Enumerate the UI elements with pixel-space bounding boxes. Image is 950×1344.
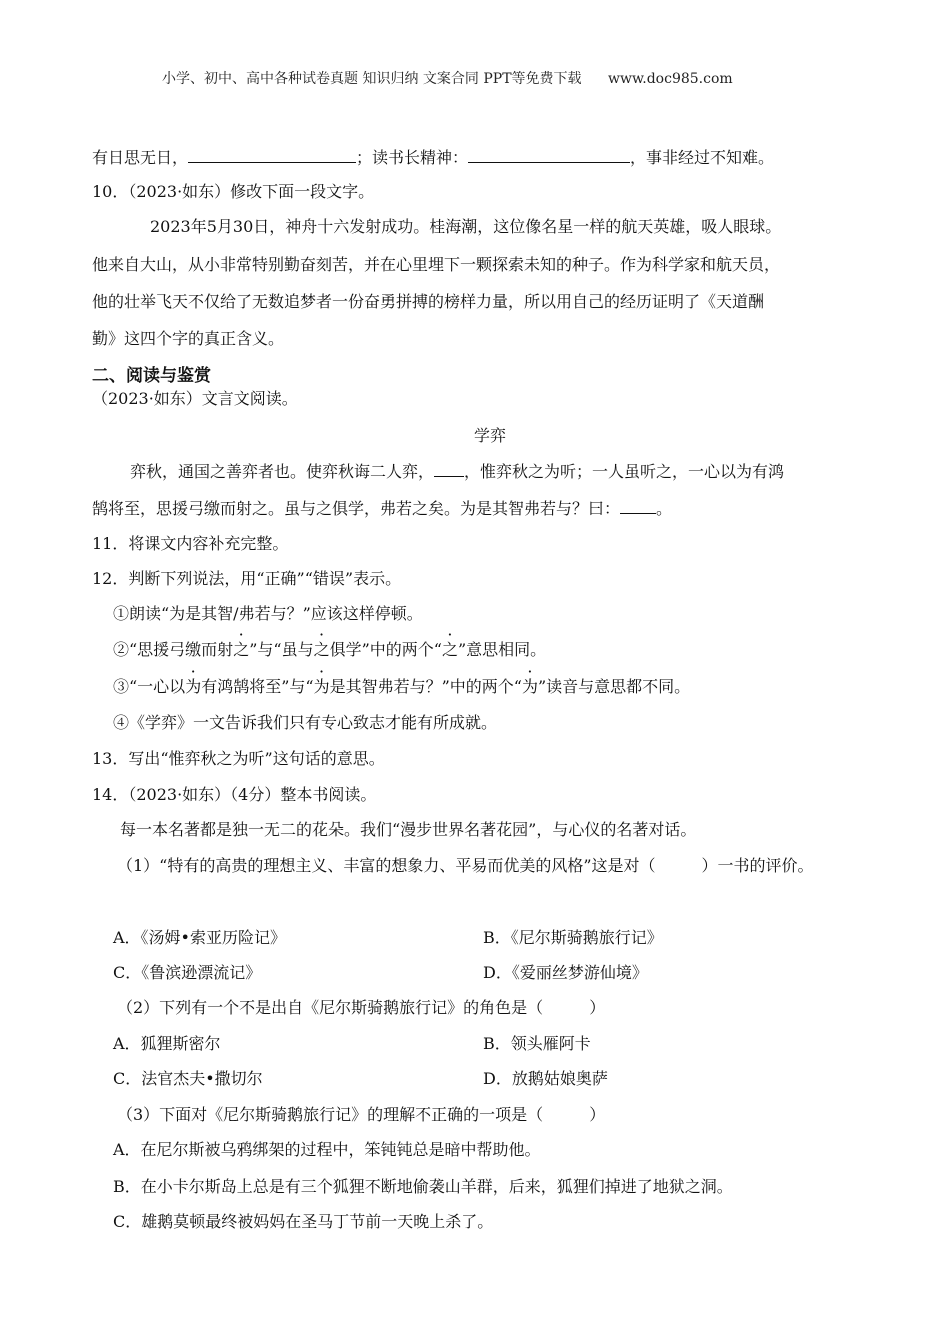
- q12-i3c: 有鸿鹄将至”与“: [201, 677, 314, 696]
- q12-i3a: ③“一心以: [113, 677, 186, 696]
- proverb-b: ；读书长精神：: [356, 148, 469, 167]
- q14-s3b: ）: [589, 1105, 606, 1124]
- q14-opt-1B[interactable]: B．《尼尔斯骑鹅旅行记》: [483, 928, 663, 947]
- header-text: 小学、初中、高中各种试卷真题 知识归纳 文案合同 PPT等免费下载: [162, 71, 582, 87]
- q12-title: 12．判断下列说法，用“正确”“错误”表示。: [92, 569, 402, 588]
- proverb-line: [92, 146, 774, 169]
- passage-line-2: [92, 497, 672, 520]
- dotted-char: 为: [521, 677, 538, 696]
- section-title: 二、阅读与鉴赏: [92, 366, 211, 386]
- q14-opt-2C[interactable]: C．法官杰夫•撒切尔: [113, 1069, 263, 1088]
- q12-i3e: 是其智弗若与？”中的两个“: [329, 677, 522, 696]
- blank-1[interactable]: [188, 146, 356, 163]
- header-url[interactable]: www.doc985.com: [607, 71, 733, 87]
- q12-item-1: ①朗读“为是其智/弗若与？”应该这样停顿。: [113, 604, 423, 623]
- page-header: [162, 68, 733, 90]
- proverb-a: 有日思无日，: [92, 148, 189, 167]
- passage-s1b: ，惟弈秋之为听；一人虽听之，一心以为有鸿: [464, 462, 785, 481]
- q12-i2g: ”意思相同。: [457, 640, 547, 659]
- dotted-char: 之: [441, 640, 458, 659]
- q14-s2b: ）: [589, 998, 606, 1017]
- q12-i2e: 俱学”中的两个“: [329, 640, 442, 659]
- q12-item-4: ④《学弈》一文告诉我们只有专心致志才能有所成就。: [113, 713, 498, 732]
- q14-opt-2B[interactable]: B．领头雁阿卡: [483, 1034, 591, 1053]
- q14-opt-2A[interactable]: A．狐狸斯密尔: [113, 1034, 221, 1053]
- q13: 13．写出“惟弈秋之为听”这句话的意思。: [92, 749, 385, 768]
- q14-opt-3B[interactable]: B．在小卡尔斯岛上总是有三个狐狸不断地偷袭山羊群，后来，狐狸们掉进了地狱之洞。: [113, 1177, 733, 1196]
- q10-para-1: 2023年5月30日，神舟十六发射成功。桂海潮，这位像名星一样的航天英雄，吸人眼球。: [150, 217, 782, 236]
- passage-s2a: 鹄将至，思援弓缴而射之。虽与之俱学，弗若之矣。为是其智弗若与？曰：: [92, 499, 621, 518]
- q14-opt-1D[interactable]: D．《爱丽丝梦游仙境》: [483, 963, 648, 982]
- q14-sub-2: [117, 997, 605, 1019]
- section-intro: （2023·如东）文言文阅读。: [92, 389, 298, 408]
- q14-s3a: （3）下面对《尼尔斯骑鹅旅行记》的理解不正确的一项是（: [117, 1105, 544, 1124]
- passage-s1a: 弈秋，通国之善弈者也。使弈秋诲二人弈，: [130, 462, 435, 481]
- q10-para-3: 他的壮举飞天不仅给了无数追梦者一份奋勇拼搏的榜样力量，所以用自己的经历证明了《天道酬: [92, 292, 765, 311]
- q14-opt-3C[interactable]: C．雄鹅莫顿最终被妈妈在圣马丁节前一天晚上杀了。: [113, 1212, 494, 1231]
- q12-i3g: ”读音与意思都不同。: [537, 677, 691, 696]
- q12-item-3: [113, 676, 690, 698]
- q14-opt-2D[interactable]: D．放鹅姑娘奥萨: [483, 1069, 608, 1088]
- q12-i2c: ”与“虽与: [249, 640, 314, 659]
- passage-line-1: [130, 460, 784, 483]
- q10-para-2: 他来自大山，从小非常特别勤奋刻苦，并在心里埋下一颗探索未知的种子。作为科学家和航天员，: [92, 255, 781, 274]
- q14-sub-1: [117, 855, 814, 877]
- q14-title: 14．（2023·如东）（4分）整本书阅读。: [92, 785, 377, 804]
- q14-opt-3A[interactable]: A．在尼尔斯被乌鸦绑架的过程中，笨钝钝总是暗中帮助他。: [113, 1140, 541, 1159]
- q14-s2a: （2）下列有一个不是出自《尼尔斯骑鹅旅行记》的角色是（: [117, 998, 544, 1017]
- q12-i2a: ②“思援弓缴而射: [113, 640, 234, 659]
- passage-title: 学弈: [474, 426, 507, 445]
- q14-s1a: （1）“特有的高贵的理想主义、丰富的想象力、平易而优美的风格”这是对（: [117, 856, 656, 875]
- q11: 11．将课文内容补充完整。: [92, 534, 289, 553]
- dotted-char: 为: [185, 677, 202, 696]
- proverb-c: ，事非经过不知难。: [630, 148, 775, 167]
- q14-opt-1C[interactable]: C．《鲁滨逊漂流记》: [113, 963, 262, 982]
- q14-s1b: ）一书的评价。: [701, 856, 814, 875]
- q10-title: 10．（2023·如东）修改下面一段文字。: [92, 182, 375, 201]
- q10-para-4: 勤》这四个字的真正含义。: [92, 329, 285, 348]
- passage-s2b: 。: [656, 499, 673, 518]
- q12-item-2: [113, 639, 546, 661]
- q14-sub-3: [117, 1104, 605, 1126]
- dotted-char: 之: [313, 640, 330, 659]
- dotted-char: 为: [313, 677, 330, 696]
- blank-2[interactable]: [468, 146, 630, 163]
- passage-blank-2[interactable]: [620, 497, 656, 514]
- dotted-char: 之: [233, 640, 250, 659]
- passage-blank-1[interactable]: [434, 460, 464, 477]
- q14-opt-1A[interactable]: A．《汤姆•索亚历险记》: [113, 928, 286, 947]
- q14-intro: 每一本名著都是独一无二的花朵。我们“漫步世界名著花园”，与心仪的名著对话。: [120, 820, 697, 839]
